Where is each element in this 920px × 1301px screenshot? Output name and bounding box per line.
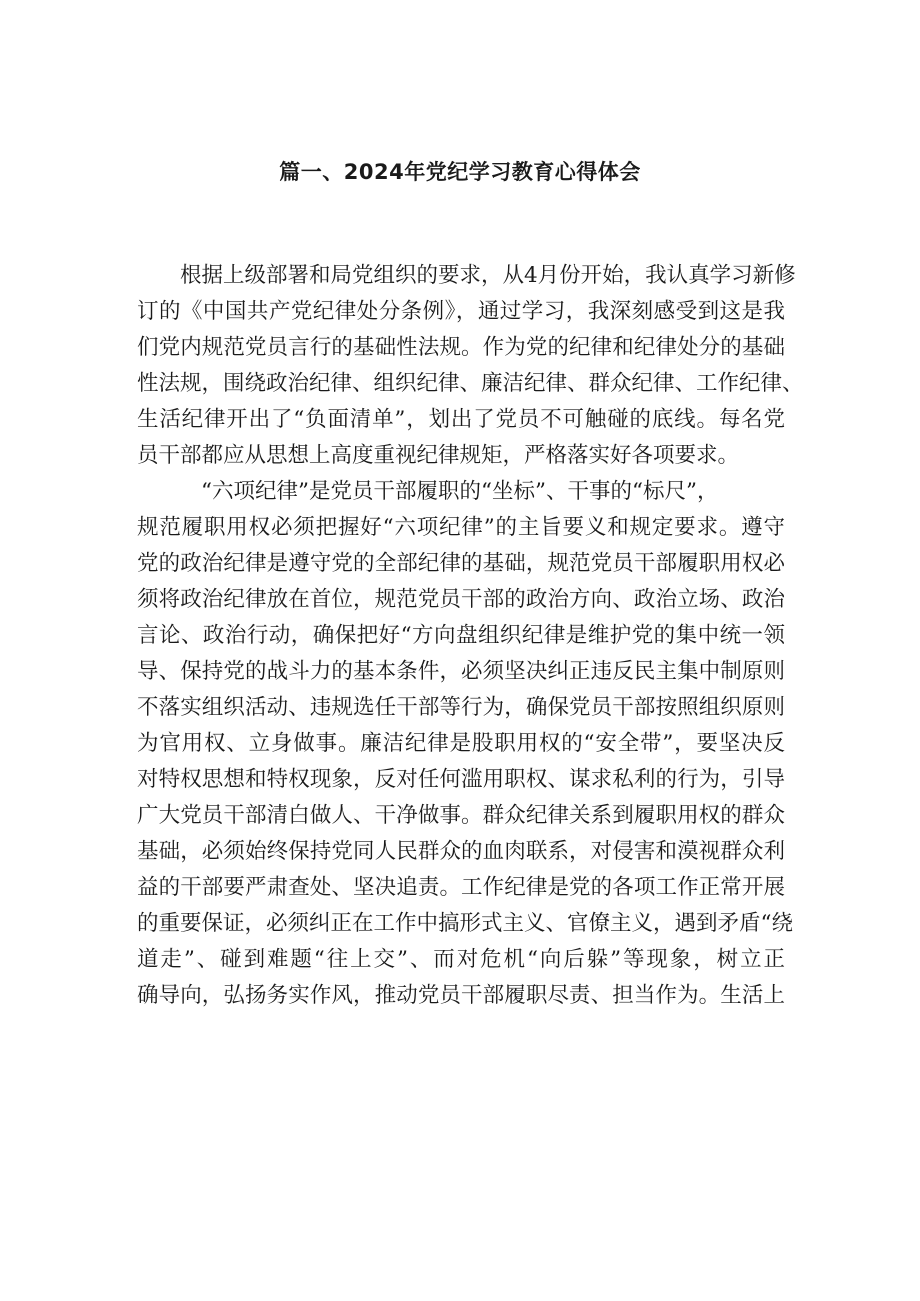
paragraph-line: 基础，必须始终保持党同人民群众的血肉联系，对侵害和漠视群众利 (137, 839, 785, 864)
paragraph-line: 们党内规范党员言行的基础性法规。作为党的纪律和纪律处分的基础 (137, 335, 785, 360)
paragraph-line: “六项纪律”是党员干部履职的“坐标”、干事的“标尺”， (201, 479, 719, 504)
paragraph-line: 言论、政治行动，确保把好“方向盘组织纪律是维护党的集中统一领 (137, 623, 785, 648)
paragraph-line: 道走”、碰到难题“往上交”、而对危机“向后躲”等现象，树立正 (137, 947, 785, 972)
paragraph-line: 确导向，弘扬务实作风，推动党员干部履职尽责、担当作为。生活上 (137, 983, 785, 1008)
paragraph-line: 对特权思想和特权现象，反对任何滥用职权、谋求私利的行为，引导 (137, 767, 785, 792)
paragraph-line: 员干部都应从思想上高度重视纪律规矩，严格落实好各项要求。 (137, 443, 740, 468)
document-title: 篇一、2024年党纪学习教育心得体会 (279, 160, 641, 184)
paragraph-line: 规范履职用权必须把握好“六项纪律”的主旨要义和规定要求。遵守 (137, 515, 785, 540)
paragraph-line: 生活纪律开出了“负面清单”，划出了党员不可触碰的底线。每名党 (137, 407, 785, 432)
paragraph-line: 订的《中国共产党纪律处分条例》，通过学习，我深刻感受到这是我 (137, 299, 785, 324)
paragraph-line: 益的干部要严肃查处、坚决追责。工作纪律是党的各项工作正常开展 (137, 875, 785, 900)
paragraph-line: 根据上级部署和局党组织的要求，从4月份开始，我认真学习新修 (180, 263, 796, 288)
paragraph-line: 党的政治纪律是遵守党的全部纪律的基础，规范党员干部履职用权必 (137, 551, 785, 576)
document-body (137, 258, 804, 1014)
paragraph-line: 的重要保证，必须纠正在工作中搞形式主义、官僚主义，遇到矛盾“绕 (137, 911, 793, 936)
paragraph-line: 导、保持党的战斗力的基本条件，必须坚决纠正违反民主集中制原则 (137, 659, 785, 684)
paragraph-line: 不落实组织活动、违规选任干部等行为，确保党员干部按照组织原则 (137, 695, 785, 720)
paragraph-line: 须将政治纪律放在首位，规范党员干部的政治方向、政治立场、政治 (137, 587, 785, 612)
paragraph-line: 性法规，围绕政治纪律、组织纪律、廉洁纪律、群众纪律、工作纪律、 (137, 371, 804, 396)
paragraph-line: 为官用权、立身做事。廉洁纪律是股职用权的“安全带”，要坚决反 (137, 731, 785, 756)
paragraph-line: 广大党员干部清白做人、干净做事。群众纪律关系到履职用权的群众 (137, 803, 785, 828)
paragraph-2 (137, 474, 793, 1014)
paragraph-1 (137, 258, 804, 474)
